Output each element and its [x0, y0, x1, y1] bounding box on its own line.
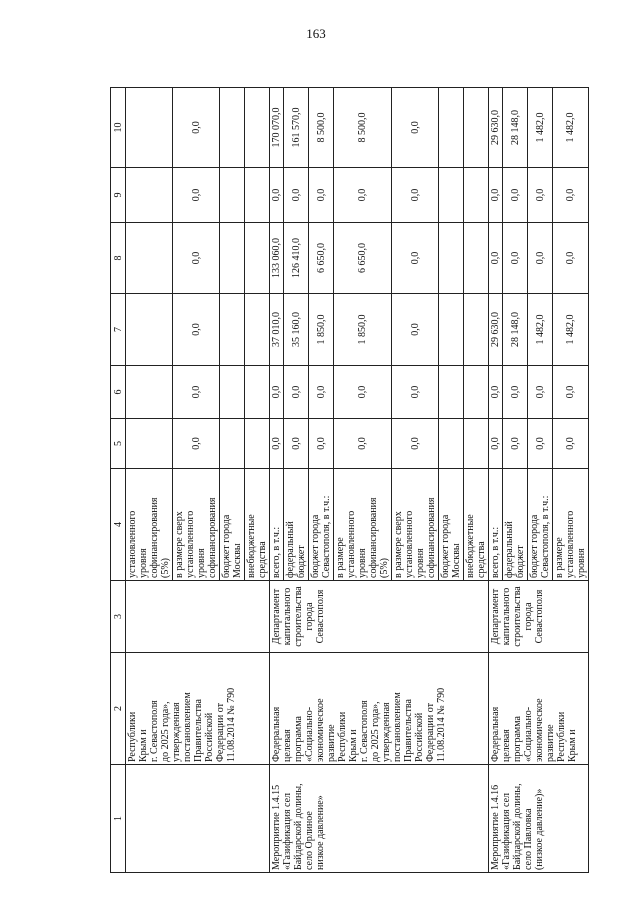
table-row — [270, 88, 284, 873]
value-cell — [220, 88, 245, 168]
value-cell: 0,0 — [309, 168, 334, 223]
funding-source-cell: внебюджетные средства — [245, 469, 270, 581]
program-cell: Федеральная целевая программа «Социально- экономическое развитие Республики Крым и г. Севастополя до 2025 года», утвержденная постановлением Правительства Российской Федерации от 11.08.2014 № 790 — [270, 653, 489, 765]
value-cell — [464, 168, 489, 223]
value-cell: 0,0 — [173, 88, 220, 168]
value-cell: 0,0 — [392, 294, 439, 366]
value-cell — [245, 168, 270, 223]
value-cell — [126, 366, 173, 419]
value-cell: 126 410,0 — [284, 223, 309, 294]
funding-source-cell: в размере сверх установленного уровня софинансирования — [392, 469, 439, 581]
column-number: 1 — [111, 765, 126, 873]
value-cell: 1 482,0 — [553, 294, 589, 366]
value-cell: 29 630,0 — [489, 88, 503, 168]
value-cell: 0,0 — [528, 366, 553, 419]
measure-name-cell — [126, 765, 270, 873]
value-cell: 0,0 — [528, 223, 553, 294]
value-cell — [464, 366, 489, 419]
value-cell: 0,0 — [309, 419, 334, 469]
value-cell — [439, 88, 464, 168]
value-cell — [464, 223, 489, 294]
funding-source-cell: бюджет города Севастополя, в т.ч.: — [309, 469, 334, 581]
executor-cell — [126, 581, 270, 653]
value-cell — [220, 294, 245, 366]
funding-source-cell: всего, в т.ч.: — [489, 469, 503, 581]
value-cell: 8 500,0 — [334, 88, 392, 168]
column-number: 4 — [111, 469, 126, 581]
value-cell: 0,0 — [173, 419, 220, 469]
value-cell: 0,0 — [553, 168, 589, 223]
column-number: 5 — [111, 419, 126, 469]
value-cell — [464, 294, 489, 366]
value-cell: 0,0 — [284, 168, 309, 223]
value-cell — [245, 366, 270, 419]
funding-source-cell: в размере сверх установленного уровня софинансирования — [173, 469, 220, 581]
value-cell: 0,0 — [489, 366, 503, 419]
value-cell: 0,0 — [489, 419, 503, 469]
value-cell: 161 570,0 — [284, 88, 309, 168]
value-cell — [245, 294, 270, 366]
measure-name-cell: Мероприятие 1.4.16 «Газификация сел Байдарской долины, село Павловка (низкое давление)» — [489, 765, 589, 873]
value-cell: 0,0 — [489, 223, 503, 294]
value-cell: 0,0 — [503, 168, 528, 223]
funding-source-cell: бюджет города Севастополя, в т.ч.: — [528, 469, 553, 581]
column-number: 10 — [111, 88, 126, 168]
value-cell — [126, 223, 173, 294]
value-cell: 0,0 — [334, 419, 392, 469]
value-cell: 0,0 — [392, 88, 439, 168]
value-cell — [220, 419, 245, 469]
value-cell: 6 650,0 — [309, 223, 334, 294]
value-cell: 0,0 — [173, 223, 220, 294]
value-cell: 0,0 — [270, 366, 284, 419]
value-cell: 29 630,0 — [489, 294, 503, 366]
value-cell — [245, 88, 270, 168]
value-cell — [439, 294, 464, 366]
table-row — [126, 88, 173, 873]
rotated-table-area — [110, 88, 587, 873]
value-cell: 0,0 — [309, 366, 334, 419]
value-cell: 133 060,0 — [270, 223, 284, 294]
value-cell: 170 070,0 — [270, 88, 284, 168]
value-cell: 28 148,0 — [503, 294, 528, 366]
column-number: 7 — [111, 294, 126, 366]
value-cell — [245, 223, 270, 294]
value-cell — [126, 419, 173, 469]
value-cell: 0,0 — [528, 168, 553, 223]
value-cell — [439, 223, 464, 294]
value-cell: 0,0 — [270, 419, 284, 469]
value-cell: 0,0 — [173, 168, 220, 223]
value-cell: 1 482,0 — [553, 88, 589, 168]
value-cell — [126, 168, 173, 223]
value-cell — [464, 88, 489, 168]
value-cell: 1 482,0 — [528, 88, 553, 168]
value-cell: 0,0 — [392, 419, 439, 469]
value-cell — [220, 366, 245, 419]
value-cell: 0,0 — [334, 366, 392, 419]
value-cell: 1 850,0 — [309, 294, 334, 366]
value-cell: 1 850,0 — [334, 294, 392, 366]
value-cell: 0,0 — [503, 223, 528, 294]
measure-name-cell: Мероприятие 1.4.15 «Газификация сел Байдарской долины, село Орлиное низкое давление» — [270, 765, 489, 873]
value-cell — [439, 168, 464, 223]
value-cell: 0,0 — [489, 168, 503, 223]
page-number: 163 — [306, 26, 326, 41]
budget-table — [110, 87, 589, 873]
value-cell: 0,0 — [553, 223, 589, 294]
value-cell: 0,0 — [334, 168, 392, 223]
value-cell: 6 650,0 — [334, 223, 392, 294]
table-row — [489, 88, 503, 873]
value-cell: 8 500,0 — [309, 88, 334, 168]
value-cell — [439, 419, 464, 469]
table-body — [111, 88, 589, 873]
value-cell: 0,0 — [173, 366, 220, 419]
value-cell — [220, 168, 245, 223]
executor-cell: Департамент капитального строительства города Севастополя — [270, 581, 489, 653]
value-cell — [126, 88, 173, 168]
value-cell: 0,0 — [392, 223, 439, 294]
value-cell: 0,0 — [553, 419, 589, 469]
value-cell — [439, 366, 464, 419]
executor-cell: Департамент капитального строительства города Севастополя — [489, 581, 589, 653]
program-cell: Федеральная целевая программа «Социально- экономическое развитие Республики Крым и — [489, 653, 589, 765]
value-cell — [245, 419, 270, 469]
column-number: 8 — [111, 223, 126, 294]
value-cell: 0,0 — [270, 168, 284, 223]
value-cell: 28 148,0 — [503, 88, 528, 168]
value-cell — [220, 223, 245, 294]
funding-source-cell: в размере установленного уровня — [553, 469, 589, 581]
column-number: 9 — [111, 168, 126, 223]
value-cell: 1 482,0 — [528, 294, 553, 366]
value-cell: 0,0 — [503, 419, 528, 469]
funding-source-cell: бюджет города Москвы — [220, 469, 245, 581]
funding-source-cell: в размере установленного уровня софинансирования (5%) — [334, 469, 392, 581]
value-cell — [126, 294, 173, 366]
column-number: 6 — [111, 366, 126, 419]
value-cell: 0,0 — [392, 168, 439, 223]
value-cell: 0,0 — [284, 419, 309, 469]
value-cell: 37 010,0 — [270, 294, 284, 366]
value-cell — [464, 419, 489, 469]
funding-source-cell: установленного уровня софинансирования (5%) — [126, 469, 173, 581]
value-cell: 0,0 — [392, 366, 439, 419]
column-number-row — [111, 88, 126, 873]
value-cell: 0,0 — [528, 419, 553, 469]
funding-source-cell: бюджет города Москвы — [439, 469, 464, 581]
funding-source-cell: федеральный бюджет — [284, 469, 309, 581]
funding-source-cell: внебюджетные средства — [464, 469, 489, 581]
value-cell: 0,0 — [284, 366, 309, 419]
column-number: 3 — [111, 581, 126, 653]
column-number: 2 — [111, 653, 126, 765]
funding-source-cell: федеральный бюджет — [503, 469, 528, 581]
value-cell: 0,0 — [503, 366, 528, 419]
program-cell: Республики Крым и г. Севастополя до 2025 года», утвержденная постановлением Правительства Российской Федерации от 11.08.2014 № 790 — [126, 653, 270, 765]
funding-source-cell: всего, в т.ч.: — [270, 469, 284, 581]
rotated-table-wrapper — [110, 88, 587, 873]
value-cell: 0,0 — [553, 366, 589, 419]
value-cell: 0,0 — [173, 294, 220, 366]
value-cell: 35 160,0 — [284, 294, 309, 366]
